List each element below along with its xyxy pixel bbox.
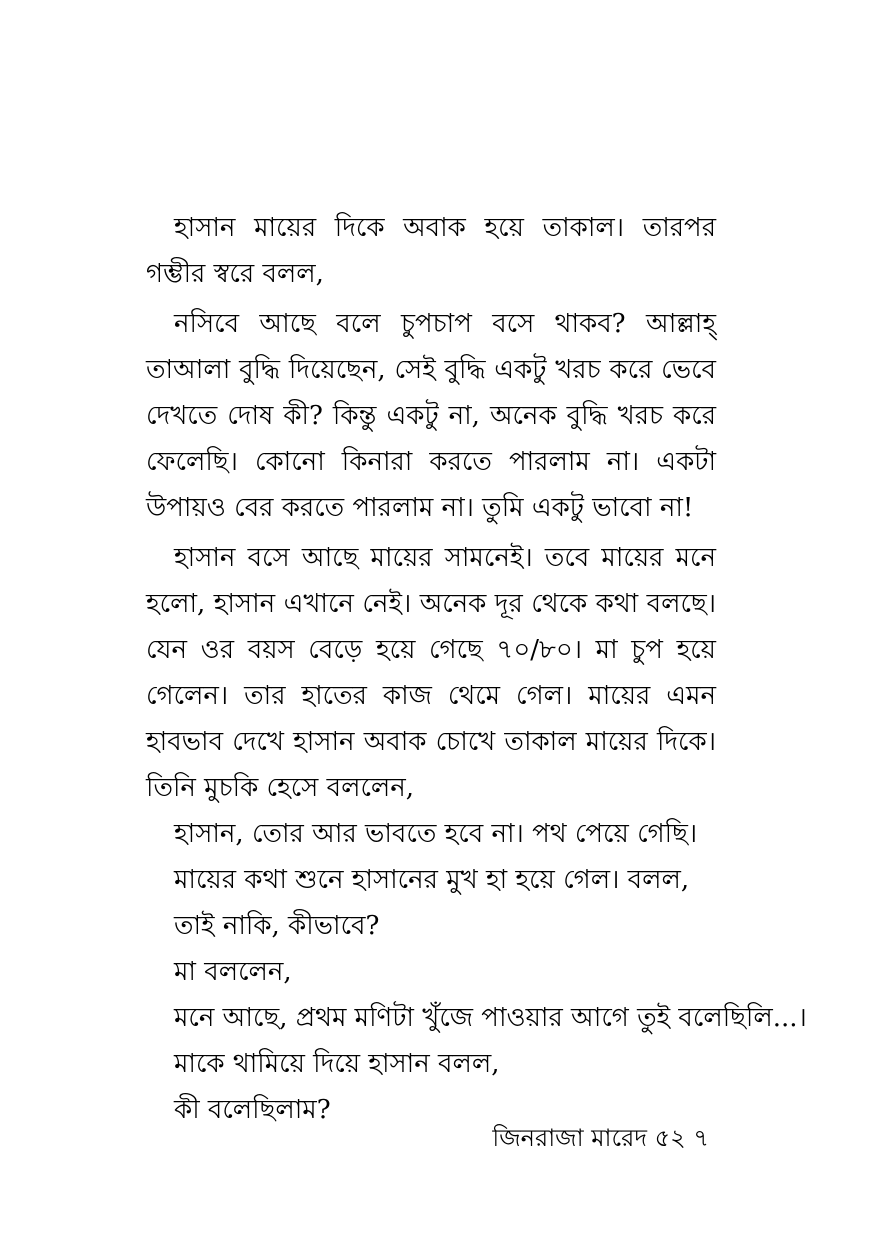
dialogue-line-2: মায়ের কথা শুনে হাসানের মুখ হা হয়ে গেল। বলল, (174, 865, 690, 895)
paragraph-2: নসিবে আছে বলে চুপচাপ বসে থাকব? আল্লাহ্‌ তাআলা বুদ্ধি দিয়েছেন, সেই বুদ্ধি একটু খরচ করে ভেবে দেখতে দোষ কী? কিন্তু একটু না, অনেক বুদ্ধি খরচ করে ফেলেছি। কোনো কিনারা করতে পারলাম না। একটা উপায়ও বের করতে পারলাম না। তুমি একটু ভাবো না! (146, 309, 716, 523)
paragraph-1: হাসান মায়ের দিকে অবাক হয়ে তাকাল। তারপর গম্ভীর স্বরে বলল, (146, 213, 716, 289)
dialogue-line-6: মাকে থামিয়ে দিয়ে হাসান বলল, (174, 1049, 500, 1079)
dialogue-line-4: মা বললেন, (174, 957, 292, 987)
paragraph-3: হাসান বসে আছে মায়ের সামনেই। তবে মায়ের মনে হলো, হাসান এখানে নেই। অনেক দূর থেকে কথা বলছে। যেন ওর বয়স বেড়ে হয়ে গেছে ৭০/৮০। মা চুপ হয়ে গেলেন। তার হাতের কাজ থেমে গেল। মায়ের এমন হাবভাব দেখে হাসান অবাক চোখে তাকাল মায়ের দিকে। তিনি মুচকি হেসে বললেন, (146, 543, 716, 803)
dialogue-line-7: কী বলেছিলাম? (174, 1095, 331, 1125)
page-body (146, 205, 807, 1133)
dialogue-line-3: তাই নাকি, কীভাবে? (174, 911, 380, 941)
dialogue-line-5: মনে আছে, প্রথম মণিটা খুঁজে পাওয়ার আগে তুই বলেছিলি...। (174, 1003, 807, 1033)
page-footer-running-head: জিনরাজা মারেদ ৫২ ৭ (492, 1124, 709, 1152)
dialogue-line-1: হাসান, তোর আর ভাবতে হবে না। পথ পেয়ে গেছি। (174, 819, 698, 849)
